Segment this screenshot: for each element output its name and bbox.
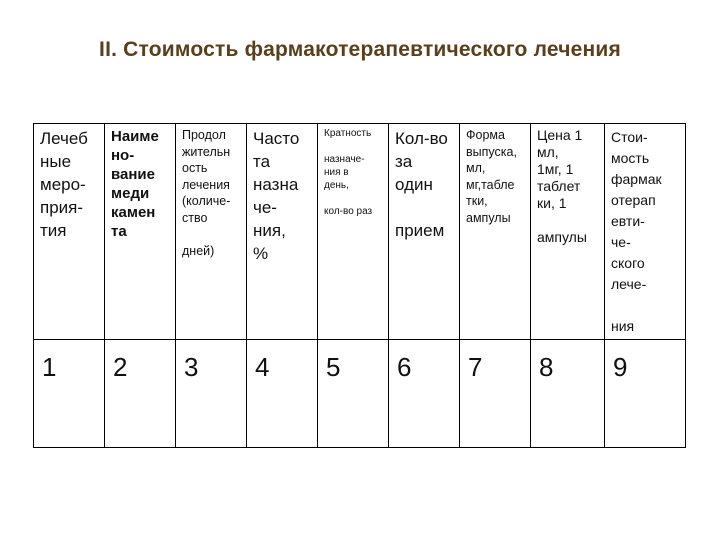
column-number: 3 [176, 340, 247, 448]
column-number: 6 [389, 340, 460, 448]
header-cell-measures: Лечеб ные меро- прия- тия [34, 124, 105, 340]
column-number: 7 [460, 340, 531, 448]
table-header-row [34, 124, 686, 340]
header-cell-drug-name: Наиме но- вание меди камен та [105, 124, 176, 340]
header-cell-frequency: Часто та назна че- ния, % [247, 124, 318, 340]
column-number: 5 [318, 340, 389, 448]
header-cell-dose-amount: Кол-во за один прием [389, 124, 460, 340]
header-cell-multiplicity: Кратность назначе- ния в день, кол-во раз [318, 124, 389, 340]
column-number: 9 [605, 340, 686, 448]
column-number: 1 [34, 340, 105, 448]
header-cell-duration: Продол жительн ость лечения (количе- ство дней) [176, 124, 247, 340]
table-number-row [34, 340, 686, 448]
column-number: 8 [531, 340, 605, 448]
header-cell-release-form: Форма выпуска, мл, мг,табле тки, ампулы [460, 124, 531, 340]
column-number: 2 [105, 340, 176, 448]
page-title: II. Стоимость фармакотерапевтического лечения [99, 38, 621, 61]
cost-table [33, 123, 686, 448]
header-cell-total-cost: Стои- мость фармак отерап евти- че- ского лече- ния [605, 124, 686, 340]
header-cell-price: Цена 1 мл, 1мг, 1 таблет ки, 1 ампулы [531, 124, 605, 340]
column-number: 4 [247, 340, 318, 448]
